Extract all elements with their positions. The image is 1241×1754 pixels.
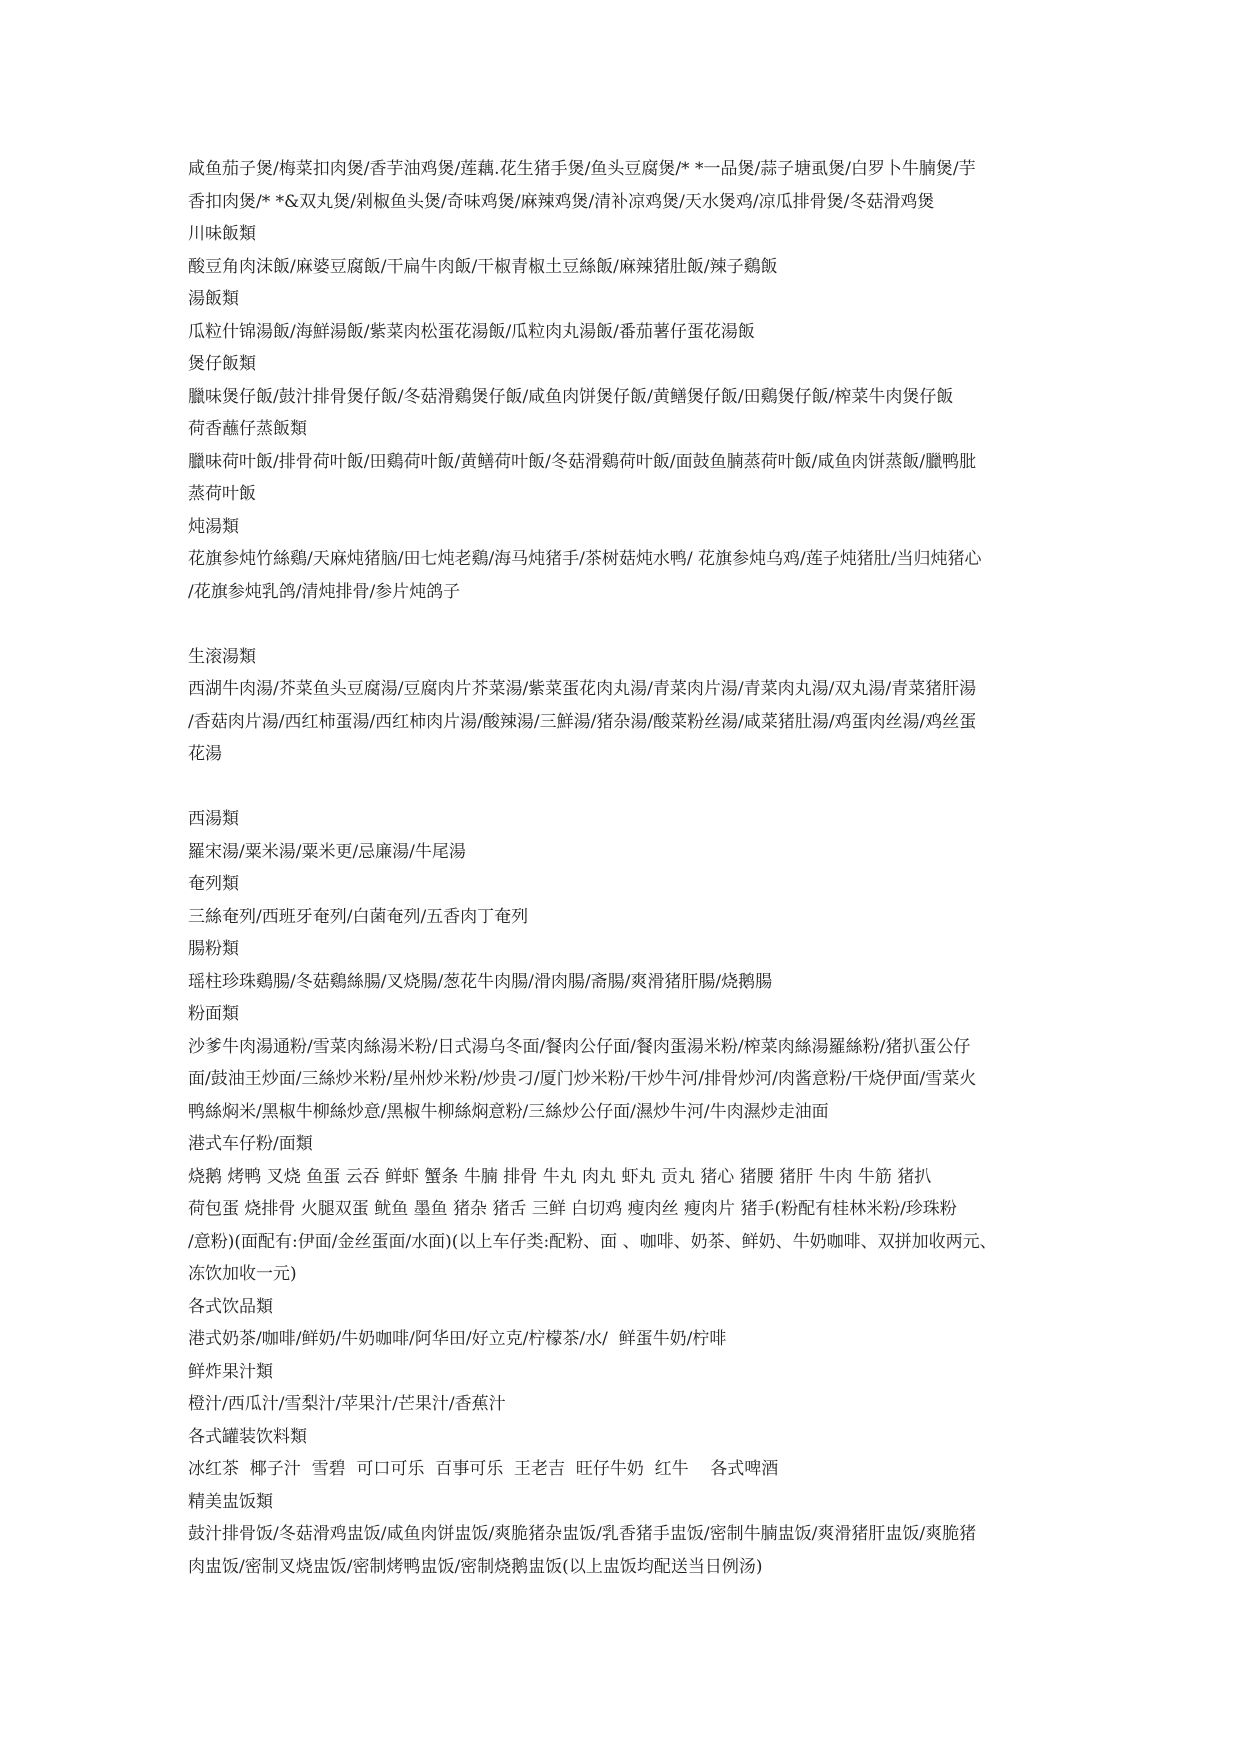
menu-line: 各式饮品類 [188,1296,273,1317]
menu-line: 荷香蘸仔蒸飯類 [188,419,307,439]
menu-line: 川味飯類 [188,224,256,244]
menu-line: 鼓汁排骨饭/冬菇滑鸡盅饭/咸鱼肉饼盅饭/爽脆猪杂盅饭/乳香猪手盅饭/密制牛腩盅饭/爽滑猪肝盅饭/爽脆猪 [188,1524,977,1544]
menu-line: 蒸荷叶飯 [188,484,256,504]
menu-line: 橙汁/西瓜汁/雪梨汁/苹果汁/芒果汁/香蕉汁 [188,1394,506,1414]
menu-line: 肉盅饭/密制叉烧盅饭/密制烤鸭盅饭/密制烧鹅盅饭(以上盅饭均配送当日例汤) [188,1556,763,1577]
menu-line: 面/鼓油王炒面/三絲炒米粉/星州炒米粉/炒贵刁/厦门炒米粉/干炒牛河/排骨炒河/肉酱意粉/干烧伊面/雪菜火 [188,1069,977,1089]
menu-line: 沙爹牛肉湯通粉/雪菜肉絲湯米粉/日式湯乌冬面/餐肉公仔面/餐肉蛋湯米粉/榨菜肉絲湯羅絲粉/猪扒蛋公仔 [188,1036,971,1057]
menu-line: 臘味煲仔飯/鼓汁排骨煲仔飯/冬菇滑鷄煲仔飯/咸鱼肉饼煲仔飯/黄鳝煲仔飯/田鷄煲仔飯/榨菜牛肉煲仔飯 [188,386,954,407]
menu-line: 冰红茶 椰子汁 雪碧 可口可乐 百事可乐 王老吉 旺仔牛奶 红牛 各式啤酒 [188,1459,779,1479]
menu-line: 港式车仔粉/面類 [188,1134,313,1154]
blank-line [188,608,1058,641]
menu-line: 羅宋湯/粟米湯/粟米更/忌廉湯/牛尾湯 [188,841,466,862]
menu-line: 腸粉類 [188,939,239,959]
menu-line: /香菇肉片湯/西红柿蛋湯/西红柿肉片湯/酸辣湯/三鮮湯/猪杂湯/酸菜粉丝湯/咸菜猪肚湯/鸡蛋肉丝湯/鸡丝蛋 [188,711,977,732]
menu-line: 鲜炸果汁類 [188,1361,273,1382]
menu-line: 煲仔飯類 [188,354,256,374]
menu-line: 烧鹅 烤鸭 叉烧 鱼蛋 云吞 鲜虾 蟹条 牛腩 排骨 牛丸 肉丸 虾丸 贡丸 猪心 猪腰 猪肝 牛肉 牛筋 猪扒 [188,1166,932,1187]
menu-line: 西湯類 [188,809,239,829]
menu-line: 三絲奄列/西班牙奄列/白菌奄列/五香肉丁奄列 [188,906,529,927]
menu-line: 臘味荷叶飯/排骨荷叶飯/田鷄荷叶飯/黄鳝荷叶飯/冬菇滑鷄荷叶飯/面鼓鱼腩蒸荷叶飯/咸鱼肉饼蒸飯/臘鸭肶 [188,451,977,472]
menu-line: 冻饮加收一元) [188,1264,297,1284]
menu-line: 花湯 [188,744,222,764]
menu-page [188,153,1058,1583]
menu-line: 咸鱼茄子煲/梅菜扣肉煲/香芋油鸡煲/莲藕.花生猪手煲/鱼头豆腐煲/* *一品煲/蒜子塘虱煲/白罗卜牛腩煲/芋 [188,159,976,179]
menu-line: 炖湯類 [188,516,239,537]
menu-line: /花旗参炖乳鸽/清炖排骨/参片炖鸽子 [188,581,461,602]
menu-line: 瑶柱珍珠鷄腸/冬菇鷄絲腸/叉烧腸/葱花牛肉腸/滑肉腸/斋腸/爽滑猪肝腸/烧鹅腸 [188,971,773,992]
menu-line: 生滚湯類 [188,646,256,667]
menu-line: 精美盅饭類 [188,1491,273,1512]
menu-line: 粉面類 [188,1004,239,1024]
menu-line: 酸豆角肉沫飯/麻婆豆腐飯/干扁牛肉飯/干椒青椒土豆絲飯/麻辣猪肚飯/辣子鷄飯 [188,256,778,277]
menu-line: 港式奶茶/咖啡/鲜奶/牛奶咖啡/阿华田/好立克/柠檬茶/水/ 鲜蛋牛奶/柠啡 [188,1329,727,1349]
menu-line: 各式罐装饮料類 [188,1426,307,1447]
menu-line: 西湖牛肉湯/芥菜鱼头豆腐湯/豆腐肉片芥菜湯/紫菜蛋花肉丸湯/青菜肉片湯/青菜肉丸湯/双丸湯/青菜猪肝湯 [188,679,977,699]
menu-line: 荷包蛋 烧排骨 火腿双蛋 鱿鱼 墨鱼 猪杂 猪舌 三鲜 白切鸡 瘦肉丝 瘦肉片 猪手(粉配有桂林米粉/珍珠粉 [188,1199,957,1219]
menu-line: 香扣肉煲/* *&双丸煲/剁椒鱼头煲/奇味鸡煲/麻辣鸡煲/清补凉鸡煲/天水煲鸡/凉瓜排骨煲/冬菇滑鸡煲 [188,191,935,212]
menu-line: 湯飯類 [188,289,239,309]
menu-line: 花旗参炖竹絲鷄/天麻炖猪脑/田七炖老鷄/海马炖猪手/茶树菇炖水鸭/ 花旗参炖乌鸡/莲子炖猪肚/当归炖猪心 [188,549,982,569]
menu-line: 鸭絲焖米/黑椒牛柳絲炒意/黑椒牛柳絲焖意粉/三絲炒公仔面/濕炒牛河/牛肉濕炒走油面 [188,1101,829,1122]
menu-line: /意粉)(面配有:伊面/金丝蛋面/水面)(以上车仔类:配粉、面 、咖啡、奶茶、鲜奶、牛奶咖啡、双拼加收两元、 [188,1231,997,1252]
menu-line: 奄列類 [188,874,239,894]
menu-line: 瓜粒什锦湯飯/海鮮湯飯/紫菜肉松蛋花湯飯/瓜粒肉丸湯飯/番茄薯仔蛋花湯飯 [188,321,755,342]
blank-line [188,771,1058,804]
